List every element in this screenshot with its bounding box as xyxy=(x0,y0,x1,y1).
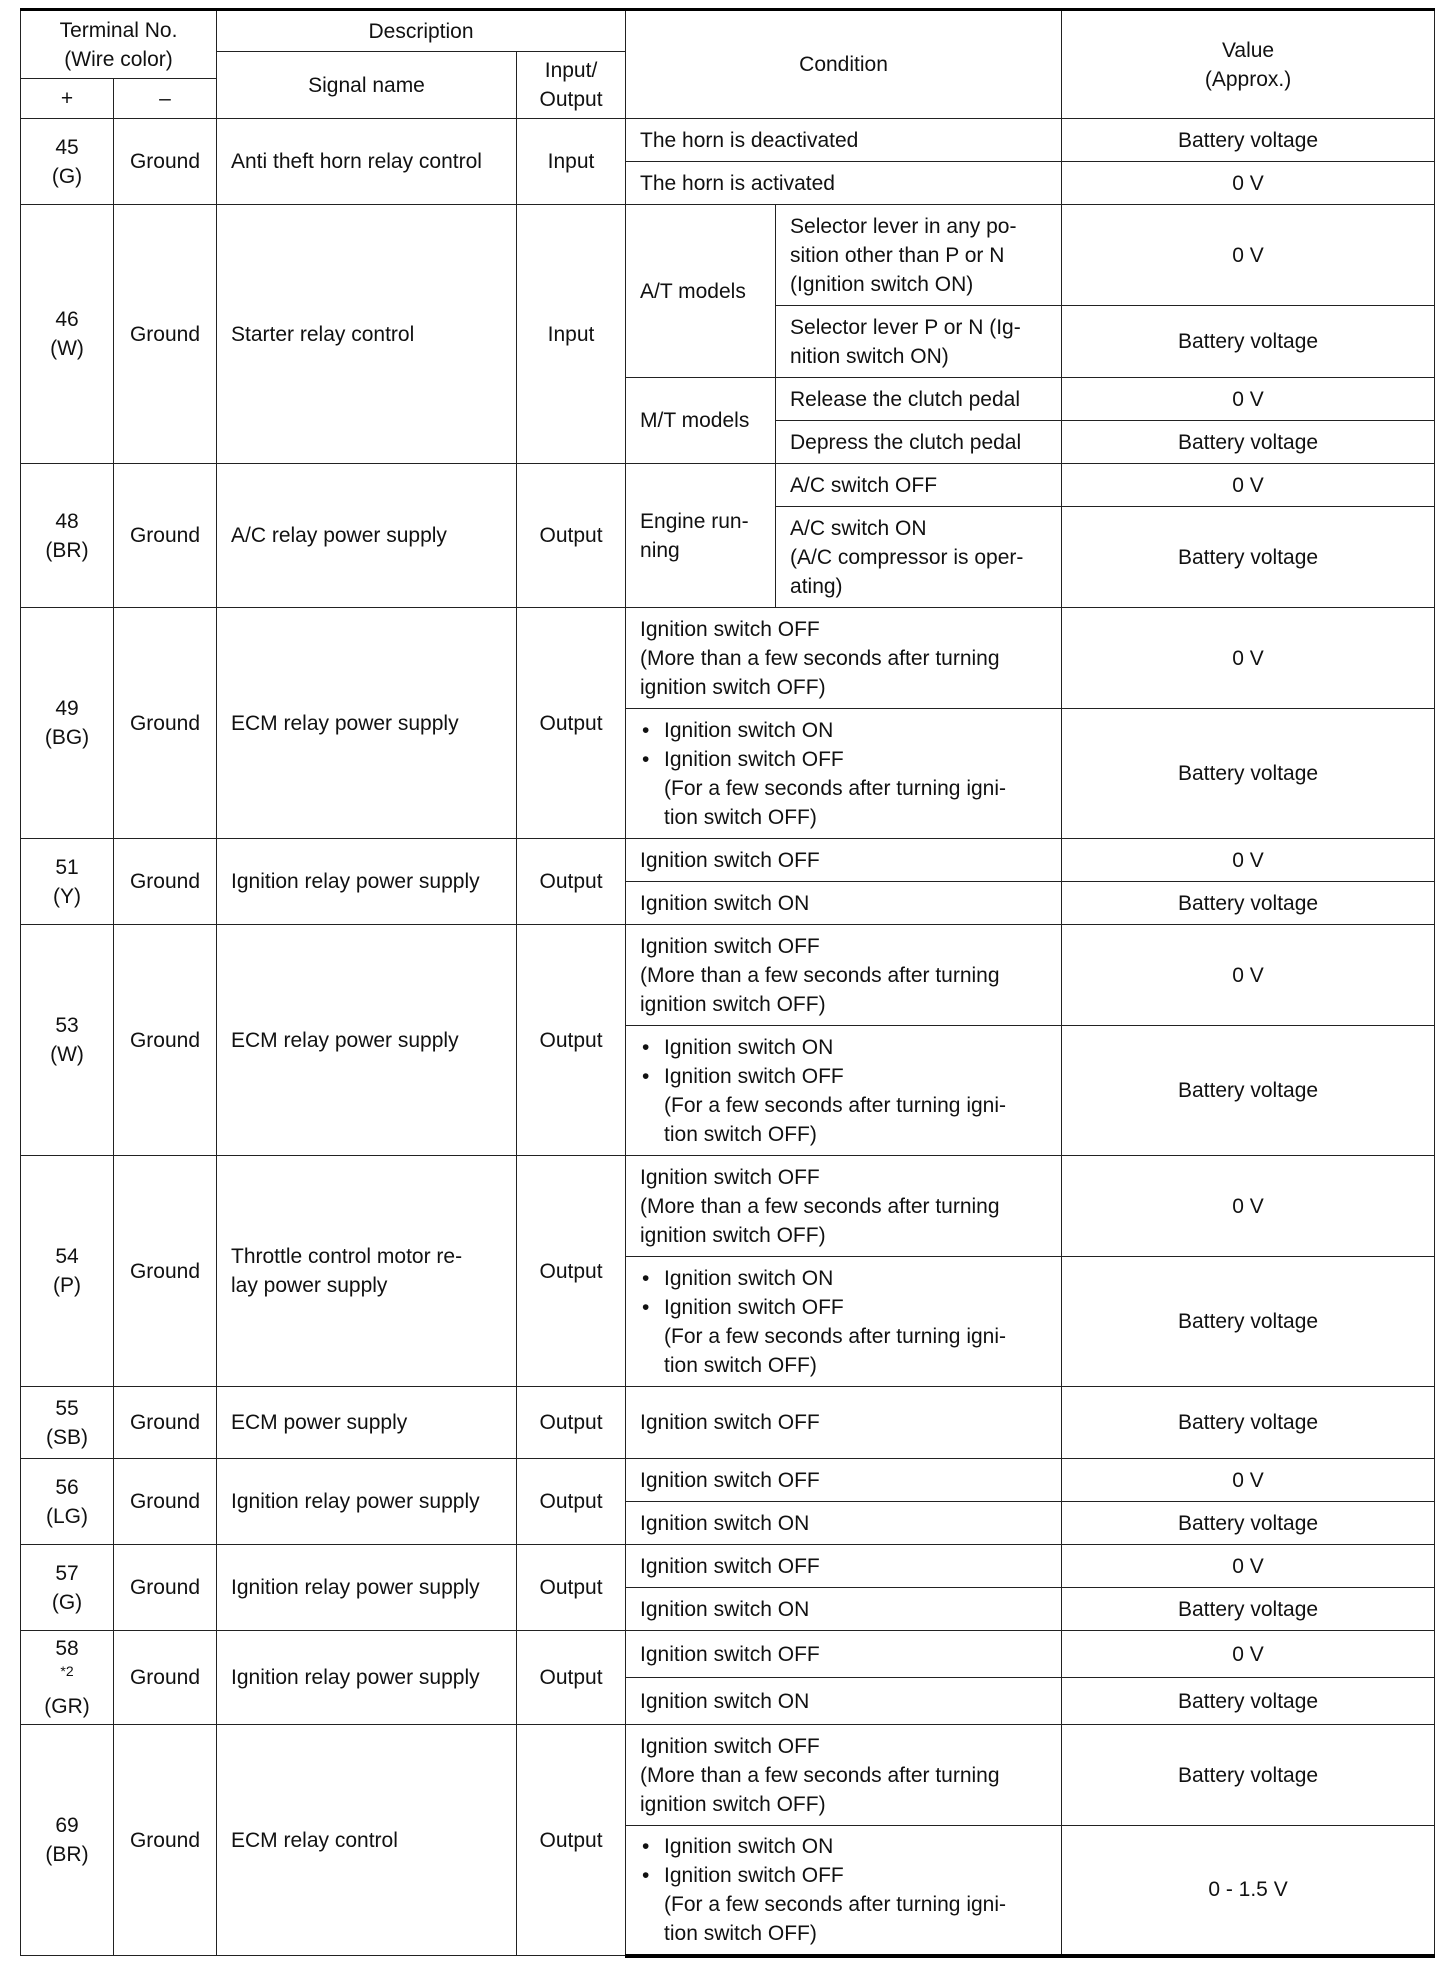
header-condition: Condition xyxy=(626,10,1062,119)
signal-name: Ignition relay power supply xyxy=(217,1459,517,1545)
condition-line: ating) xyxy=(790,574,843,598)
value: Battery voltage xyxy=(1062,882,1435,925)
wire-color: (Y) xyxy=(53,884,81,908)
value: 0 V xyxy=(1062,1631,1435,1678)
wire-color: (BR) xyxy=(45,538,89,562)
condition-line: (For a few seconds after turning igni- xyxy=(664,1324,1007,1348)
condition-line: tion switch OFF) xyxy=(664,1921,817,1945)
minus-terminal: Ground xyxy=(114,839,217,925)
table-row xyxy=(21,1459,1435,1502)
minus-terminal: Ground xyxy=(114,1545,217,1631)
terminal-54 xyxy=(21,1156,114,1387)
io-type: Output xyxy=(517,608,626,839)
condition-group: M/T models xyxy=(626,378,776,464)
minus-terminal: Ground xyxy=(114,1156,217,1387)
condition-line: Selector lever in any po- xyxy=(790,214,1017,238)
signal-line: Throttle control motor re- xyxy=(231,1245,463,1268)
minus-terminal: Ground xyxy=(114,1631,217,1725)
footnote-mark: *2 xyxy=(60,1663,74,1679)
condition-bullet: • Ignition switch OFF xyxy=(640,1062,1053,1091)
condition-line: (More than a few seconds after turning xyxy=(640,1763,1000,1787)
value: 0 V xyxy=(1062,608,1435,709)
table-row xyxy=(21,1725,1435,1826)
signal-name: ECM relay power supply xyxy=(217,608,517,839)
terminal-49 xyxy=(21,608,114,839)
value: 0 V xyxy=(1062,839,1435,882)
terminal-number: 55 xyxy=(55,1396,79,1420)
condition-line: tion switch OFF) xyxy=(664,1122,817,1146)
condition-line: (More than a few seconds after turning xyxy=(640,963,1000,987)
condition-line: (For a few seconds after turning igni- xyxy=(664,1093,1007,1117)
header-input-output xyxy=(517,52,626,119)
terminal-number: 46 xyxy=(55,308,79,331)
io-type: Output xyxy=(517,1545,626,1631)
terminal-number: 69 xyxy=(55,1814,79,1837)
value: Battery voltage xyxy=(1062,709,1435,839)
condition-line: ignition switch OFF) xyxy=(640,1223,826,1247)
wire-color: (P) xyxy=(53,1274,81,1297)
signal-name: Ignition relay power supply xyxy=(217,1545,517,1631)
header-plus: + xyxy=(21,79,114,119)
signal-name: ECM power supply xyxy=(217,1387,517,1459)
header-io-line2: Output xyxy=(539,88,603,111)
condition xyxy=(626,1257,1062,1387)
signal-name: ECM relay power supply xyxy=(217,925,517,1156)
condition-line: ning xyxy=(640,538,680,562)
condition: Ignition switch OFF xyxy=(626,839,1062,882)
terminal-number: 56 xyxy=(55,1475,79,1499)
terminal-table-container xyxy=(20,8,1434,1958)
io-type: Input xyxy=(517,119,626,205)
minus-terminal: Ground xyxy=(114,608,217,839)
condition-line: (For a few seconds after turning igni- xyxy=(664,1892,1007,1916)
value: 0 V xyxy=(1062,1156,1435,1257)
signal-name: Starter relay control xyxy=(217,205,517,464)
condition-line: (More than a few seconds after turning xyxy=(640,1194,1000,1218)
condition: Ignition switch ON xyxy=(626,882,1062,925)
condition: Release the clutch pedal xyxy=(776,378,1062,421)
condition: The horn is deactivated xyxy=(626,119,1062,162)
header-value xyxy=(1062,10,1435,119)
table-row xyxy=(21,1545,1435,1588)
condition: Ignition switch OFF xyxy=(626,1387,1062,1459)
minus-terminal: Ground xyxy=(114,1725,217,1956)
minus-terminal: Ground xyxy=(114,1459,217,1545)
condition xyxy=(626,1026,1062,1156)
value: 0 V xyxy=(1062,1459,1435,1502)
wire-color: (W) xyxy=(50,337,84,360)
minus-terminal: Ground xyxy=(114,119,217,205)
signal-name: A/C relay power supply xyxy=(217,464,517,608)
condition xyxy=(626,1156,1062,1257)
value: Battery voltage xyxy=(1062,1387,1435,1459)
wire-color: (BG) xyxy=(44,726,90,749)
terminal-51 xyxy=(21,839,114,925)
condition-line: Engine run- xyxy=(640,509,749,533)
value: Battery voltage xyxy=(1062,1502,1435,1545)
terminal-57 xyxy=(21,1545,114,1631)
condition-line: ignition switch OFF) xyxy=(640,675,826,699)
condition xyxy=(626,925,1062,1026)
condition-line: Ignition switch OFF xyxy=(640,1734,820,1758)
condition: A/C switch OFF xyxy=(776,464,1062,507)
minus-terminal: Ground xyxy=(114,205,217,464)
signal-name: Ignition relay power supply xyxy=(217,839,517,925)
table-row xyxy=(21,464,1435,507)
terminal-number: 51 xyxy=(55,855,79,879)
condition: Ignition switch ON xyxy=(626,1502,1062,1545)
condition: The horn is activated xyxy=(626,162,1062,205)
condition xyxy=(626,1826,1062,1956)
io-type: Output xyxy=(517,1387,626,1459)
condition-bullet: • Ignition switch ON xyxy=(640,1264,1053,1293)
terminal-69 xyxy=(21,1725,114,1956)
condition xyxy=(626,1725,1062,1826)
terminal-48 xyxy=(21,464,114,608)
condition-bullet: • Ignition switch OFF xyxy=(640,1293,1053,1322)
condition-line: tion switch OFF) xyxy=(664,1353,817,1377)
terminal-number: 57 xyxy=(55,1561,79,1585)
value: Battery voltage xyxy=(1062,119,1435,162)
io-type: Output xyxy=(517,1631,626,1725)
table-row xyxy=(21,925,1435,1026)
condition-group: A/T models xyxy=(626,205,776,378)
condition-bullet: • Ignition switch OFF xyxy=(640,1861,1053,1890)
condition-bullet: • Ignition switch OFF xyxy=(640,745,1053,774)
condition-list xyxy=(640,1033,1053,1091)
value: Battery voltage xyxy=(1062,1678,1435,1725)
terminal-58 xyxy=(21,1631,114,1725)
wire-color: (SB) xyxy=(46,1425,88,1449)
condition: Ignition switch OFF xyxy=(626,1545,1062,1588)
table-row xyxy=(21,205,1435,306)
terminal-number: 49 xyxy=(55,697,79,720)
condition-group xyxy=(626,464,776,608)
header-terminal-no: Terminal No. xyxy=(59,18,178,42)
minus-terminal: Ground xyxy=(114,1387,217,1459)
io-type: Input xyxy=(517,205,626,464)
condition xyxy=(776,507,1062,608)
io-type: Output xyxy=(517,925,626,1156)
condition xyxy=(626,709,1062,839)
condition-bullet: • Ignition switch ON xyxy=(640,1033,1053,1062)
value: Battery voltage xyxy=(1062,1257,1435,1387)
wire-color: (GR) xyxy=(44,1695,90,1718)
header-value-label: Value xyxy=(1221,38,1275,62)
signal-line: lay power supply xyxy=(231,1274,388,1297)
condition-line: Selector lever P or N (Ig- xyxy=(790,315,1021,339)
minus-terminal: Ground xyxy=(114,925,217,1156)
condition-line: A/C switch ON xyxy=(790,516,927,540)
value: Battery voltage xyxy=(1062,1725,1435,1826)
table-row xyxy=(21,1631,1435,1678)
value: Battery voltage xyxy=(1062,421,1435,464)
terminal-45 xyxy=(21,119,114,205)
terminal-55 xyxy=(21,1387,114,1459)
wire-color: (G) xyxy=(51,164,83,188)
value: 0 V xyxy=(1062,378,1435,421)
value: 0 - 1.5 V xyxy=(1062,1826,1435,1956)
value: 0 V xyxy=(1062,925,1435,1026)
condition-line: Ignition switch OFF xyxy=(640,934,820,958)
header-description: Description xyxy=(217,10,626,52)
io-type: Output xyxy=(517,1725,626,1956)
table-row xyxy=(21,839,1435,882)
condition-list xyxy=(640,1832,1053,1890)
value: Battery voltage xyxy=(1062,306,1435,378)
signal-name xyxy=(217,1156,517,1387)
value: Battery voltage xyxy=(1062,1588,1435,1631)
table-row xyxy=(21,119,1435,162)
terminal-number xyxy=(25,1634,109,1692)
header-value-approx: (Approx.) xyxy=(1204,67,1292,91)
io-type: Output xyxy=(517,839,626,925)
condition-line: Ignition switch OFF xyxy=(640,1165,820,1189)
terminal-number: 45 xyxy=(55,135,79,159)
value: Battery voltage xyxy=(1062,507,1435,608)
terminal-number: 48 xyxy=(55,509,79,533)
wire-color: (BR) xyxy=(45,1843,89,1866)
signal-name: Anti theft horn relay control xyxy=(217,119,517,205)
minus-terminal: Ground xyxy=(114,464,217,608)
header-minus: – xyxy=(114,79,217,119)
condition xyxy=(776,205,1062,306)
io-type: Output xyxy=(517,464,626,608)
header-signal-name: Signal name xyxy=(217,52,517,119)
header-io-line1: Input/ xyxy=(544,59,598,82)
wire-color: (G) xyxy=(51,1590,83,1614)
value: 0 V xyxy=(1062,464,1435,507)
condition-line: (More than a few seconds after turning xyxy=(640,646,1000,670)
condition-line: ignition switch OFF) xyxy=(640,992,826,1016)
condition-list xyxy=(640,716,1053,774)
value: 0 V xyxy=(1062,1545,1435,1588)
condition: Ignition switch OFF xyxy=(626,1459,1062,1502)
condition: Ignition switch OFF xyxy=(626,1631,1062,1678)
value: Battery voltage xyxy=(1062,1026,1435,1156)
wire-color: (LG) xyxy=(46,1504,88,1528)
condition-line: tion switch OFF) xyxy=(664,805,817,829)
terminal-number: 53 xyxy=(55,1014,79,1037)
table-row xyxy=(21,1156,1435,1257)
condition-line: (For a few seconds after turning igni- xyxy=(664,776,1007,800)
wire-color: (W) xyxy=(50,1043,84,1066)
condition-bullet: • Ignition switch ON xyxy=(640,1832,1053,1861)
signal-name: ECM relay control xyxy=(217,1725,517,1956)
condition-list xyxy=(640,1264,1053,1322)
io-type: Output xyxy=(517,1156,626,1387)
condition xyxy=(776,306,1062,378)
condition: Depress the clutch pedal xyxy=(776,421,1062,464)
terminal-46 xyxy=(21,205,114,464)
condition xyxy=(626,608,1062,709)
condition: Ignition switch ON xyxy=(626,1588,1062,1631)
condition-line: nition switch ON) xyxy=(790,344,949,368)
signal-name: Ignition relay power supply xyxy=(217,1631,517,1725)
condition-line: ignition switch OFF) xyxy=(640,1792,826,1816)
condition-line: sition other than P or N xyxy=(790,243,1005,267)
table-row xyxy=(21,608,1435,709)
condition-line: (A/C compressor is oper- xyxy=(790,545,1024,569)
terminal-56 xyxy=(21,1459,114,1545)
condition-line: (Ignition switch ON) xyxy=(790,272,974,296)
io-type: Output xyxy=(517,1459,626,1545)
header-wire-color: (Wire color) xyxy=(64,47,173,71)
condition: Ignition switch ON xyxy=(626,1678,1062,1725)
table-row xyxy=(21,1387,1435,1459)
terminal-53 xyxy=(21,925,114,1156)
ecm-terminal-table xyxy=(20,8,1435,1958)
header-terminal xyxy=(21,10,217,79)
terminal-number-value: 58 xyxy=(55,1637,79,1660)
value: 0 V xyxy=(1062,205,1435,306)
condition-line: Ignition switch OFF xyxy=(640,617,820,641)
condition-bullet: • Ignition switch ON xyxy=(640,716,1053,745)
terminal-number: 54 xyxy=(55,1245,79,1268)
value: 0 V xyxy=(1062,162,1435,205)
